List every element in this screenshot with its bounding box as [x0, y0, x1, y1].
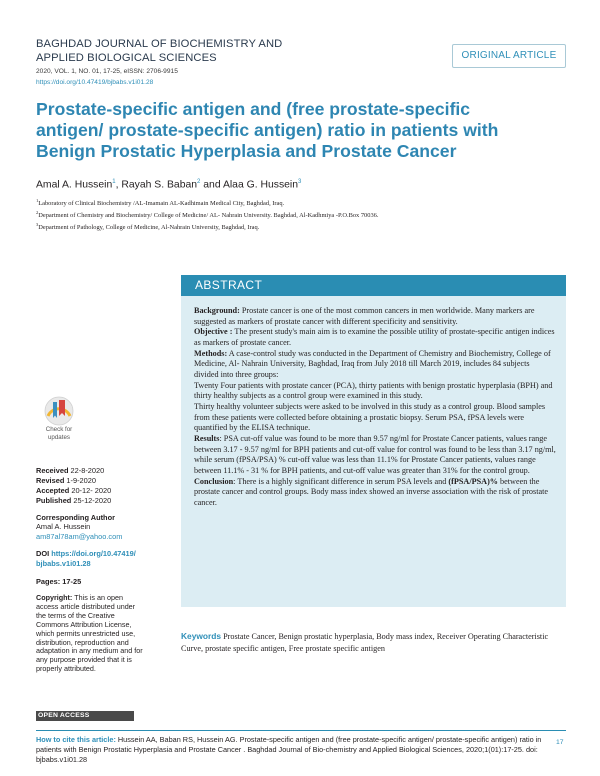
- conclusion-text: : There is a highly significant difference in serum PSA levels and: [233, 476, 447, 486]
- keywords: [181, 630, 566, 655]
- abstract-heading: ABSTRACT: [181, 275, 566, 296]
- copyright-notice: [36, 594, 176, 674]
- revised-value: 1-9-2020: [64, 476, 96, 485]
- citation: [36, 735, 546, 764]
- corresponding-author-label: [36, 513, 115, 522]
- corresponding-author-name: Amal A. Hussein: [36, 522, 91, 531]
- published-value: 25-12-2020: [71, 496, 112, 505]
- citation-label: How to cite this article:: [36, 735, 116, 744]
- conclusion-label: Conclusion: [194, 476, 234, 486]
- copyright-line: distribution, reproduction and: [36, 637, 129, 647]
- conclusion-bold: (fPSA/PSA)%: [448, 476, 498, 486]
- doi-label: DOI: [36, 549, 50, 558]
- copyright-line: any purpose provided that it is: [36, 655, 132, 665]
- citation-text: Hussein AA, Baban RS, Hussein AG. Prostate-specific antigen and (free prostate-specific antigen/ prostate-specific antigen) ratio in patients with Benign Prostatic Hyperplasia and Prostate Cancer . Baghdad Journal of Bio-chemistry and Applied Biological Sciences, 2020;1(01):17-25. doi: bjbabs.v1i01.28: [36, 735, 542, 764]
- footer-divider: [36, 730, 566, 731]
- published-label: Published: [36, 496, 72, 505]
- abstract-results: [194, 434, 556, 477]
- author-affiliation-mark: 2: [197, 179, 201, 185]
- background-label: Background:: [194, 306, 240, 315]
- doi-link-continued[interactable]: [36, 559, 91, 568]
- page-range: [36, 577, 81, 586]
- accepted-label: Accepted: [36, 486, 70, 495]
- check-for-updates-line2: updates: [47, 433, 71, 441]
- abstract-background: [194, 306, 556, 327]
- affiliation-mark: 3: [36, 222, 39, 227]
- objective-text: The present study's main aim is to examine the possible utility of prostate-specific antigen indices as markers of prostate cancer.: [194, 327, 555, 347]
- check-for-updates-icon[interactable]: [38, 394, 80, 426]
- title-line: Prostate-specific antigen and (free prostate-specific: [36, 99, 471, 119]
- copyright-line: the terms of the Creative: [36, 610, 115, 620]
- author-name: Alaa G. Hussein: [222, 179, 299, 191]
- open-access-badge: OPEN ACCESS: [36, 711, 134, 721]
- copyright-text: This is an open: [72, 593, 123, 602]
- copyright-label: Copyright:: [36, 593, 73, 602]
- abstract-methods: [194, 349, 556, 381]
- received-label: Received: [36, 466, 69, 475]
- abstract-conclusion: [194, 477, 556, 509]
- article-doi-link[interactable]: https://doi.org/10.47419/bjbabs.v1i01.28: [36, 79, 154, 86]
- copyright-line: adaptation in any medium and for: [36, 646, 143, 656]
- conclusion-text-2: between the prostate cancer and control groups. Body mass index showed an inverse association with the risk of prostate cancer.: [194, 476, 549, 507]
- corresponding-author-email[interactable]: am87al78am@yahoo.com: [36, 532, 123, 541]
- received-value: 22-8-2020: [68, 466, 105, 475]
- page-number: 17: [556, 739, 564, 746]
- methods-text: A case-control study was conducted in the Department of Chemistry and Biochemistry, College of Medicine, Al- Nahrain University, Baghdad, Iraq from July 2018 till March 2019, includes 84 subjects divided into three groups:: [194, 348, 551, 379]
- copyright-line: which permits unrestricted use,: [36, 628, 136, 638]
- article-title: [36, 99, 566, 162]
- author-name: Amal A. Hussein: [36, 179, 113, 191]
- affiliation: [36, 210, 378, 219]
- journal-name-line1: BAGHDAD JOURNAL OF BIOCHEMISTRY AND: [36, 38, 283, 50]
- title-line: antigen/ prostate-specific antigen) ratio in patients with: [36, 120, 499, 140]
- journal-name-line2: APPLIED BIOLOGICAL SCIENCES: [36, 52, 217, 64]
- author-separator: ,: [115, 179, 122, 191]
- accepted-value: 20-12- 2020: [69, 486, 112, 495]
- abstract-methods-3: Thirty healthy volunteer subjects were asked to be involved in this study as a control group. Blood samples from these patients were collected before obtaining a prostatic biopsy. Serum PSA, fPSA levels were quantified by the ELISA technique.: [194, 401, 546, 433]
- affiliation-mark: 2: [36, 210, 39, 215]
- affiliation-text: Department of Pathology, College of Medicine, Al-Nahrain University, Baghdad, Iraq.: [38, 224, 260, 232]
- received-date: [36, 466, 104, 475]
- author-affiliation-mark: 1: [112, 179, 116, 185]
- affiliation: [36, 198, 284, 207]
- affiliation-text: Department of Chemistry and Biochemistry/ College of Medicine/ AL- Nahrain University. Baghdad, Al-Kadhmiya -P.O.Box 70036.: [38, 212, 379, 220]
- journal-name: [36, 37, 366, 65]
- corresponding-author-heading: Corresponding Author: [36, 513, 115, 522]
- doi-link-line2[interactable]: bjbabs.v1i01.28: [36, 559, 91, 568]
- doi-link[interactable]: https://doi.org/10.47419/: [49, 549, 136, 558]
- title-line: Benign Prostatic Hyperplasia and Prostate Cancer: [36, 141, 457, 161]
- author-list: [36, 179, 301, 190]
- objective-label: Objective :: [194, 327, 233, 337]
- accepted-date: [36, 486, 111, 495]
- results-text: : PSA cut-off value was found to be more than 9.57 ng/ml for Prostate Cancer patients, values range between 3.17 - 9.57 ng/ml for BPH patients and cut-off value for control was found to be less than 3.17 ng/ml, while serum (fPSA/PSA) % cut-off value was less than 11.1% for Prostate Cancer patients, values range between 11.1% - 31 % for BPH patients, and cut-off value was greater than 31% for the control group.: [194, 433, 556, 475]
- check-for-updates-label[interactable]: [36, 426, 82, 441]
- abstract-objective: [194, 327, 556, 348]
- affiliation-mark: 1: [36, 198, 39, 203]
- pages-text: Pages: 17-25: [36, 577, 82, 586]
- issue-info: 2020, VOL. 1, NO. 01, 17-25, eISSN: 2706-9915: [36, 68, 178, 75]
- copyright-line: access article distributed under: [36, 601, 136, 611]
- doi-block: [36, 549, 136, 558]
- results-label: Results: [194, 433, 220, 443]
- copyright-line: Commons Attribution License,: [36, 619, 132, 629]
- copyright-line: properly attributed.: [36, 664, 96, 674]
- keywords-text: Prostate Cancer, Benign prostatic hyperplasia, Body mass index, Receiver Operating Characteristic Curve, prostate specific antigen, Free prostate specific antigen: [181, 632, 549, 653]
- abstract-methods-2: Twenty Four patients with prostate cancer (PCA), thirty patients with benign prostatic hyperplasia (BPH) and thirty healthy subjects as a control group were examined in this study.: [194, 380, 553, 401]
- affiliation: [36, 222, 259, 231]
- author-affiliation-mark: 3: [298, 179, 302, 185]
- keywords-label: Keywords: [181, 631, 222, 641]
- published-date: [36, 496, 111, 505]
- methods-label: Methods:: [194, 348, 228, 358]
- check-for-updates-line1: Check for: [45, 426, 73, 433]
- revised-label: Revised: [36, 476, 65, 485]
- affiliation-text: Laboratory of Clinical Biochemistry /AL-Imamain AL-Kadhimain Medical City, Baghdad, Iraq.: [38, 200, 285, 208]
- abstract-body: [194, 306, 556, 508]
- background-text: Prostate cancer is one of the most common cancers in men worldwide. Many markers are suggested as markers of prostate cancer with different specificity and sensitivity.: [194, 306, 535, 326]
- author-name: Rayah S. Baban: [121, 179, 198, 191]
- original-article-badge: ORIGINAL ARTICLE: [452, 44, 566, 68]
- revised-date: [36, 476, 96, 485]
- author-separator: and: [200, 179, 223, 191]
